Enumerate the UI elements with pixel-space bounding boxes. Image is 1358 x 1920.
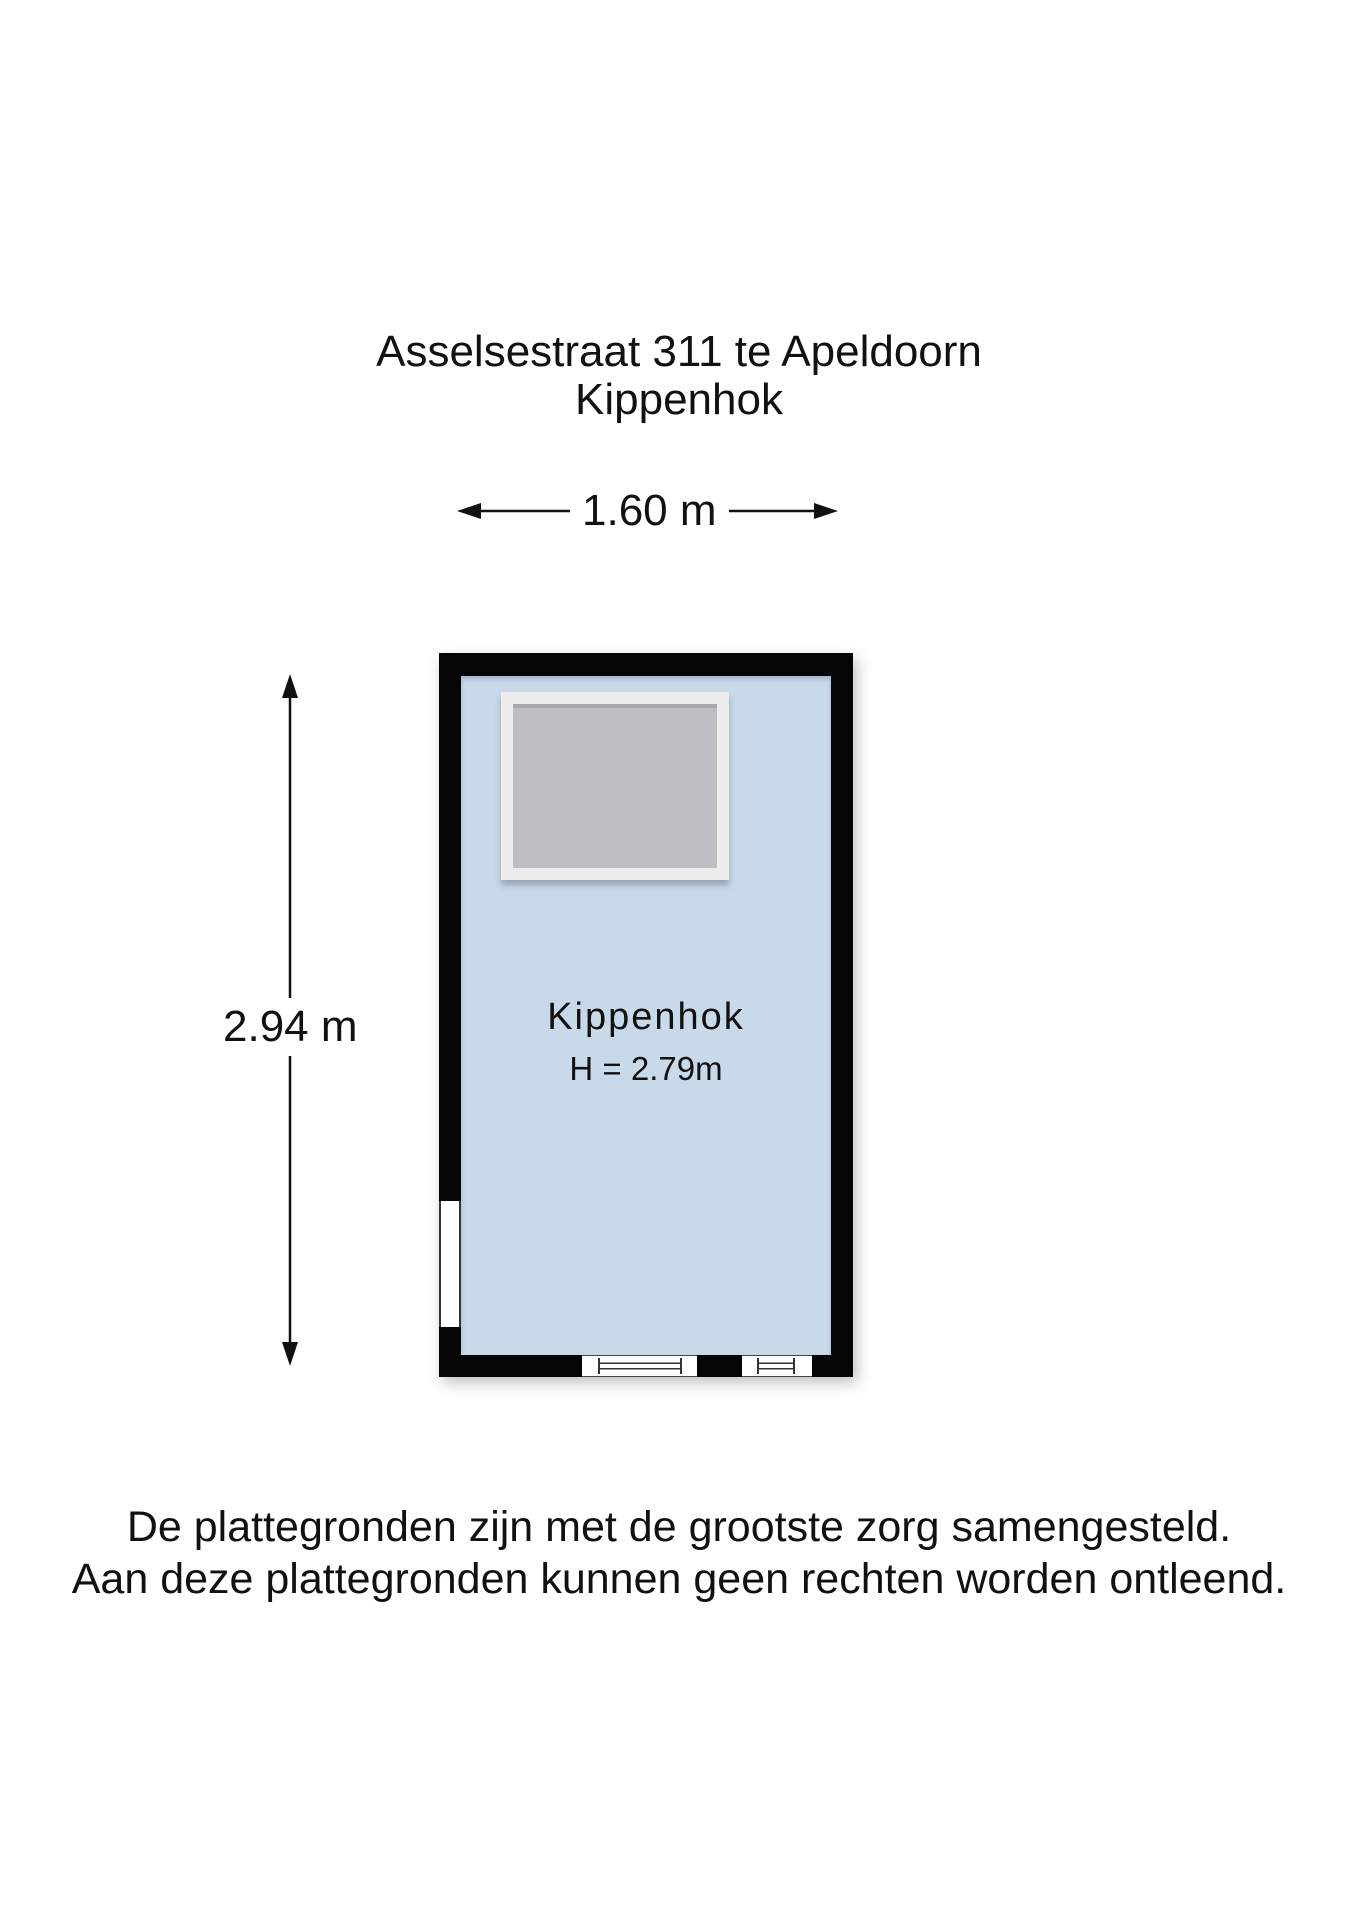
address-title: Asselsestraat 311 te Apeldoorn xyxy=(376,327,982,376)
window-1-glazing xyxy=(598,1358,682,1374)
width-dimension-label: 1.60 m xyxy=(570,486,729,536)
disclaimer-line-2: Aan deze plattegronden kunnen geen rechten worden ontleend. xyxy=(71,1555,1287,1603)
window-2 xyxy=(742,1355,812,1377)
room-height-label: H = 2.79m xyxy=(569,1050,723,1087)
depth-dimension-label: 2.94 m xyxy=(211,998,370,1056)
left-wall-opening xyxy=(439,1201,461,1327)
room-name-label: Kippenhok xyxy=(547,996,745,1038)
fixture-box xyxy=(501,692,729,880)
fixture-box-fill xyxy=(513,704,717,868)
disclaimer-line-1: De plattegronden zijn met de grootste zorg samengesteld. xyxy=(126,1503,1232,1551)
window-2-glazing xyxy=(757,1358,795,1374)
floor-title: Kippenhok xyxy=(575,375,783,424)
window-1 xyxy=(582,1355,697,1377)
